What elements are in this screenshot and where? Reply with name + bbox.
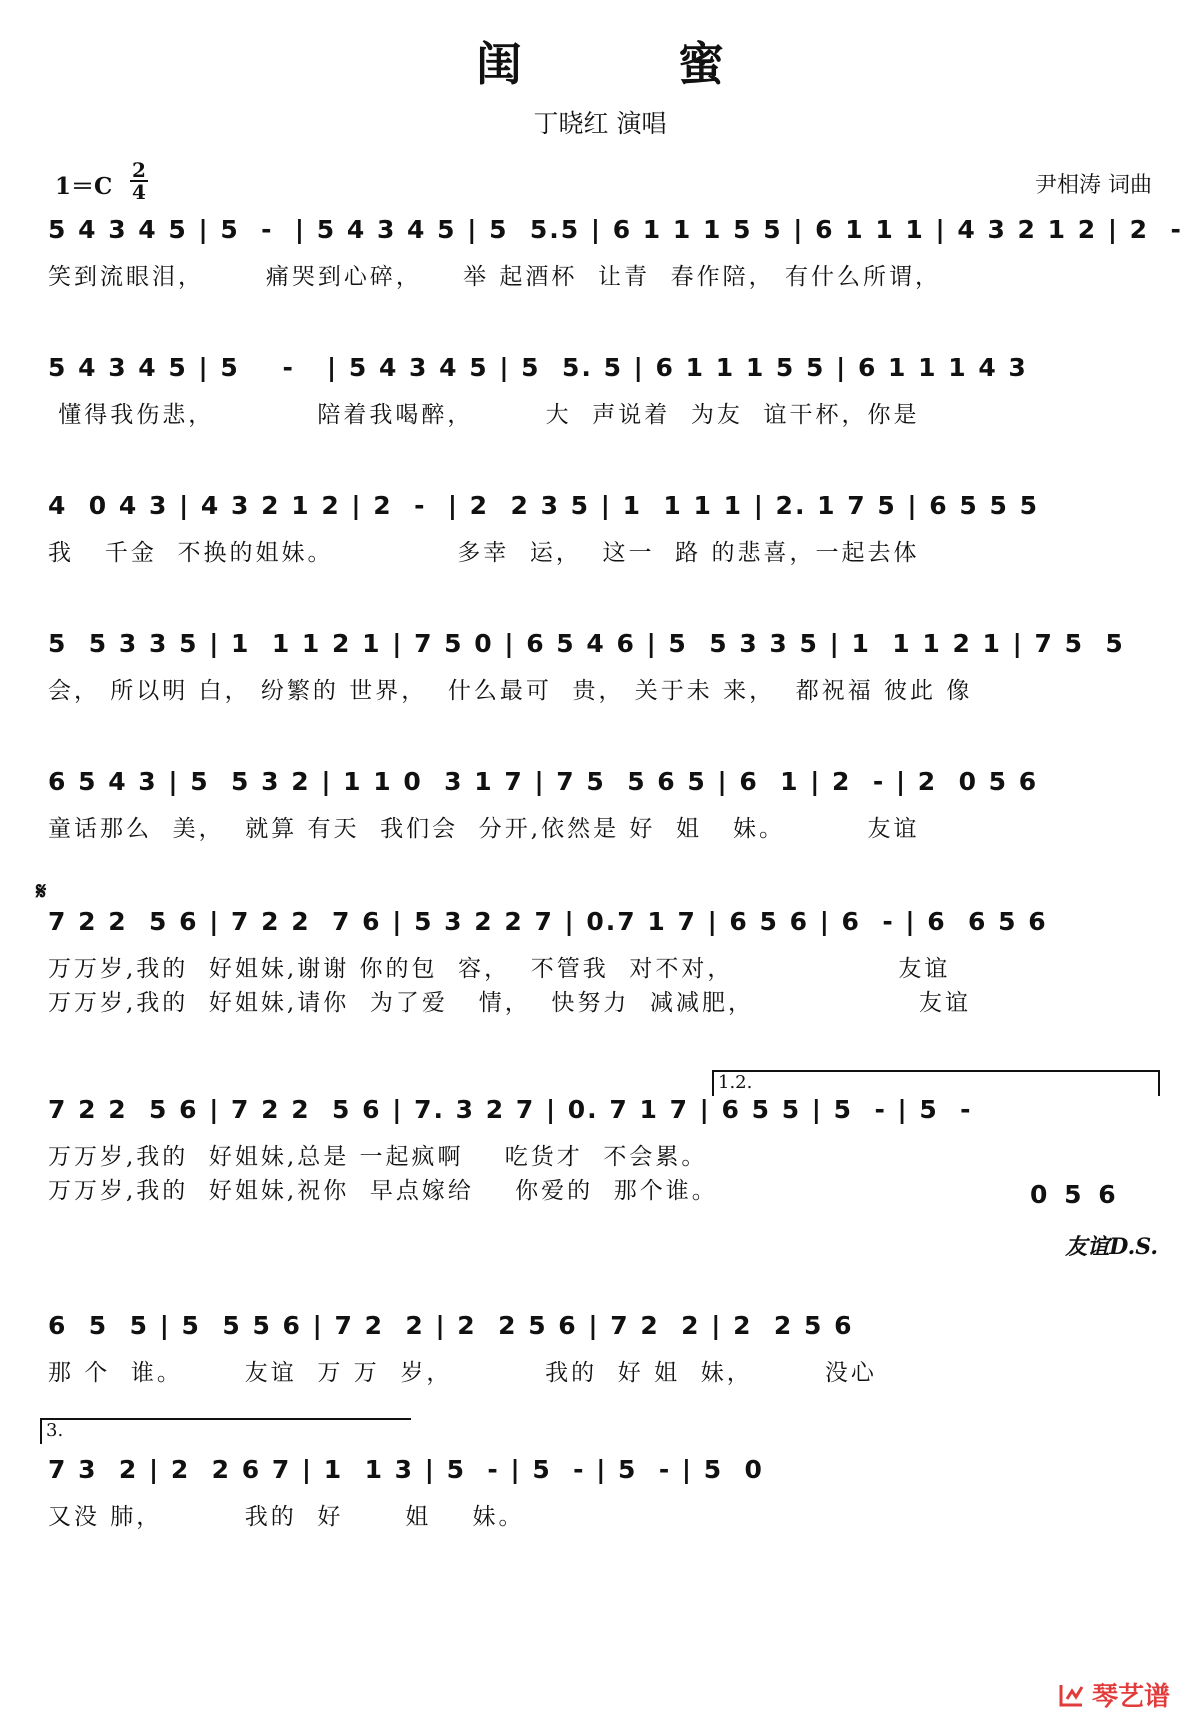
score-system-9 [48, 1448, 1158, 1532]
score-system-1 [48, 208, 1183, 292]
lyrics-line: 那 个 谁。 友谊 万 万 岁， 我的 好 姐 妹， 没心 [48, 1360, 877, 1386]
score-system-5 [48, 760, 1158, 844]
logo-text: 琴艺谱 [1091, 1682, 1170, 1712]
time-signature [130, 160, 148, 202]
lyrics-line: 万万岁,我的 好姐妹,谢谢 你的包 容， 不管我 对不对， 友谊 [48, 956, 951, 982]
key-signature: 1＝C [55, 173, 113, 200]
notes-line: 5 5 3 3 5 | 1 1 1 2 1 | 7 5 0 | 6 5 4 6 | 5 5 3 3 5 | 1 1 1 2 1 | 7 5 5 [48, 629, 1125, 658]
lyrics-line: 懂得我伤悲， 陪着我喝醉， 大 声说着 为友 谊干杯，你是 [48, 402, 920, 428]
lyrics-line: 又没 肺， 我的 好 姐 妹。 [48, 1504, 525, 1530]
lyrics-line: 会， 所以明 白， 纷繁的 世界， 什么最可 贵， 关于未 来， 都祝福 彼此 像 [48, 678, 973, 704]
score-system-2 [48, 346, 1158, 430]
site-logo [1058, 1676, 1170, 1713]
notes-line: 7 3 2 | 2 2 6 7 | 1 1 3 | 5 - | 5 - | 5 - | 5 0 [48, 1455, 764, 1484]
lyrics-line: 童话那么 美， 就算 有天 我们会 分开,依然是 好 姐 妹。 友谊 [48, 816, 920, 842]
notes-line: 7 2 2 5 6 | 7 2 2 7 6 | 5 3 2 2 7 | 0.7 1 7 | 6 5 6 | 6 - | 6 6 5 6 [48, 907, 1048, 936]
composer-credit: 尹相涛 词曲 [1035, 173, 1152, 198]
logo-mark-icon [1058, 1681, 1086, 1709]
notes-line: 5 4 3 4 5 | 5 - | 5 4 3 4 5 | 5 5. 5 | 6 1 1 1 5 5 | 6 1 1 1 4 3 [48, 353, 1028, 382]
score-system-6 [48, 900, 1158, 1018]
ds-pickup-notes: 0 5 6 [1030, 1180, 1120, 1209]
time-signature-top: 2 [130, 160, 148, 182]
score-system-7 [48, 1088, 1158, 1206]
time-signature-bottom: 4 [132, 180, 146, 204]
song-title: 闺 蜜 [475, 37, 794, 91]
singer-credit: 丁晓红 演唱 [533, 109, 667, 138]
score-system-8 [48, 1304, 1158, 1388]
notes-line: 6 5 4 3 | 5 5 3 2 | 1 1 0 3 1 7 | 7 5 5 6 5 | 6 1 | 2 - | 2 0 5 6 [48, 767, 1039, 796]
notes-line: 6 5 5 | 5 5 5 6 | 7 2 2 | 2 2 5 6 | 7 2 2 | 2 2 5 6 [48, 1311, 854, 1340]
notes-line: 4 0 4 3 | 4 3 2 1 2 | 2 - | 2 2 3 5 | 1 1 1 1 | 2. 1 7 5 | 6 5 5 5 [48, 491, 1039, 520]
lyrics-line: 我 千金 不换的姐妹。 多幸 运， 这一 路 的悲喜，一起去体 [48, 540, 920, 566]
notes-line: 5 4 3 4 5 | 5 - | 5 4 3 4 5 | 5 5.5 | 6 1 1 1 5 5 | 6 1 1 1 | 4 3 2 1 2 | 2 - [48, 215, 1183, 244]
lyrics-line: 万万岁,我的 好姐妹,总是 一起疯啊 吃货才 不会累。 [48, 1144, 708, 1170]
lyrics-line-verse-2: 万万岁,我的 好姐妹,请你 为了爱 情， 快努力 减减肥， 友谊 [48, 990, 972, 1016]
volta-3-bracket: 3. [40, 1418, 411, 1444]
notes-line: 7 2 2 5 6 | 7 2 2 5 6 | 7. 3 2 7 | 0. 7 1 7 | 6 5 5 | 5 - | 5 - [48, 1095, 973, 1124]
lyrics-line-verse-2: 万万岁,我的 好姐妹,祝你 早点嫁给 你爱的 那个谁。 [48, 1178, 718, 1204]
volta-1-2-bracket: 1.2. [712, 1070, 1160, 1096]
ds-instruction: 友谊D.S. [1065, 1234, 1158, 1260]
segno-sign: 𝄋 [36, 876, 47, 905]
score-system-4 [48, 622, 1158, 706]
lyrics-line: 笑到流眼泪， 痛哭到心碎， 举 起酒杯 让青 春作陪， 有什么所谓， [48, 264, 941, 290]
score-system-3 [48, 484, 1158, 568]
